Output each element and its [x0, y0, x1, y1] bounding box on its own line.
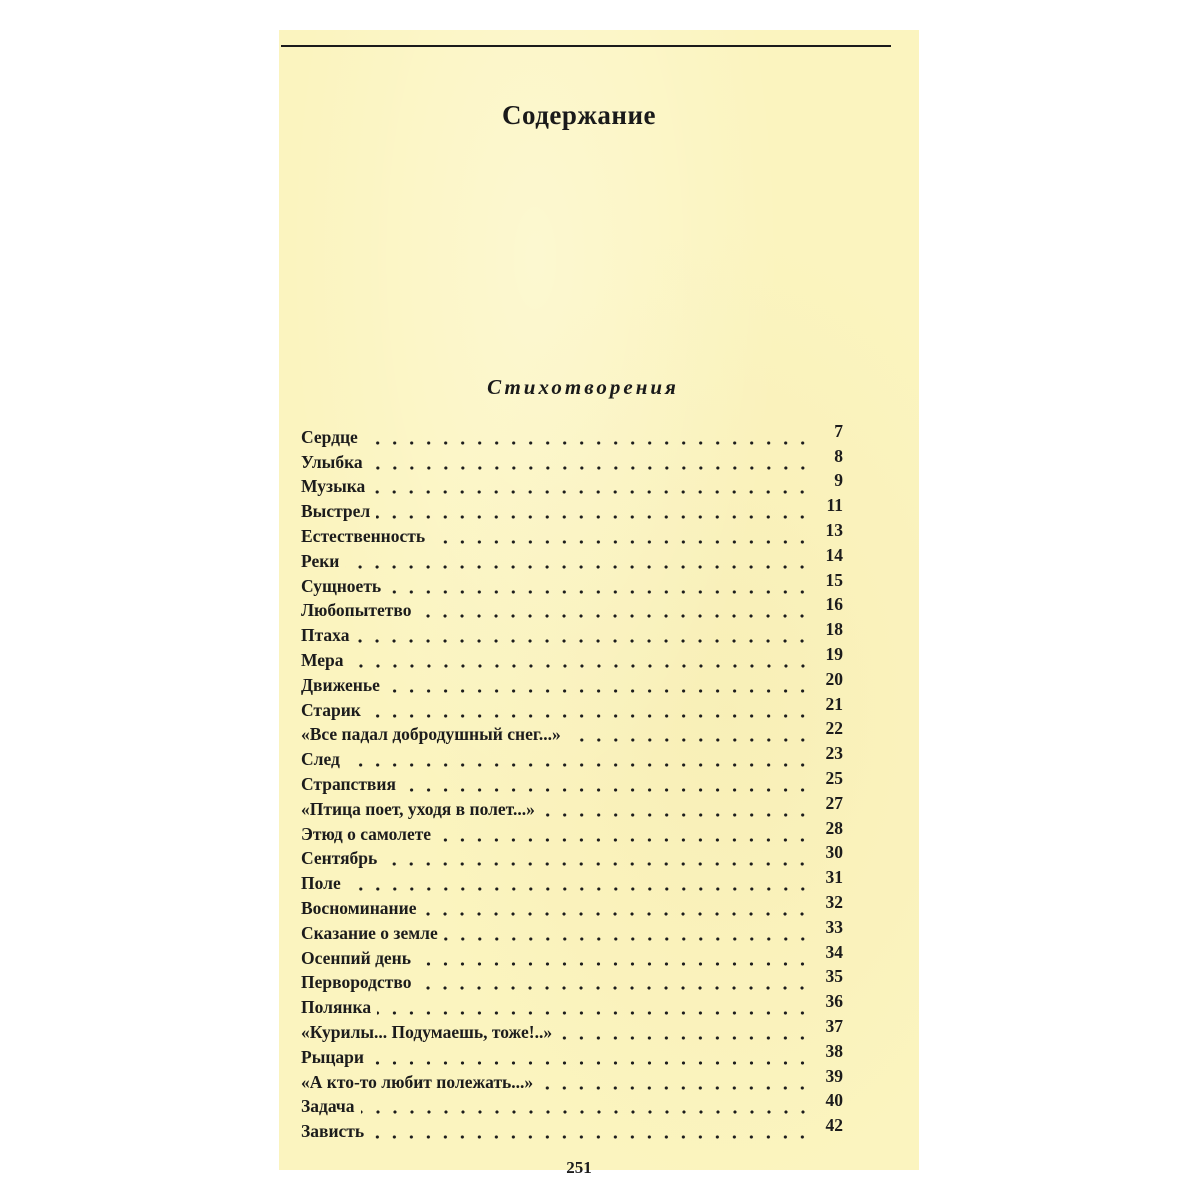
section-title: Стихотворения [487, 375, 679, 399]
toc-entry [301, 643, 843, 671]
toc-entry-page: 36 [825, 991, 843, 1012]
toc-entry-title: Естественность [301, 525, 426, 546]
toc-entry-page: 23 [825, 743, 843, 764]
toc-entry-title: Восноминание [301, 897, 417, 918]
toc-entry-title: След [301, 749, 340, 770]
toc-leader-dots [417, 973, 811, 991]
toc-entry-page: 37 [825, 1015, 843, 1036]
toc-leader-dots [369, 453, 811, 471]
toc-entry-page: 7 [834, 420, 843, 441]
toc-entry-title: «А кто-то любит полежать...» [301, 1071, 534, 1092]
toc-entry-page: 16 [825, 594, 843, 615]
toc-entry-page: 20 [825, 668, 843, 689]
toc-leader-dots [387, 577, 811, 595]
toc-leader-dots [431, 527, 811, 545]
toc-leader-dots [345, 552, 811, 570]
toc-entry [301, 497, 843, 522]
toc-entry [301, 1090, 843, 1118]
toc-leader-dots [541, 800, 811, 818]
toc-entry [301, 420, 843, 448]
toc-entry [301, 1065, 843, 1093]
toc-entry-page: 35 [825, 966, 843, 987]
toc-entry [301, 817, 843, 845]
toc-leader-dots [346, 750, 811, 768]
toc-entry-page: 34 [825, 941, 843, 962]
toc-leader-dots [347, 874, 811, 892]
toc-entry-title: Страпствия [301, 773, 396, 794]
toc-entry-title: Реки [301, 550, 340, 571]
toc-entry-title: Первородство [301, 972, 412, 993]
toc-entry [301, 569, 843, 597]
toc-entry [301, 941, 843, 969]
toc-entry-title: «Птица поет, уходя в полет...» [301, 798, 535, 819]
top-rule [281, 45, 891, 47]
toc-entry [301, 445, 843, 473]
toc-entry-title: Сущноеть [301, 575, 382, 596]
toc-leader-dots [567, 725, 811, 743]
toc-entry [301, 668, 843, 696]
toc-leader-dots [364, 428, 811, 446]
toc-entry [301, 519, 843, 547]
toc-entry-title: Полянка [301, 997, 372, 1018]
toc-leader-dots [371, 477, 811, 495]
toc-entry-title: Рыцари [301, 1046, 365, 1067]
table-of-contents [301, 420, 843, 1142]
toc-leader-dots [355, 626, 811, 644]
toc-entry-title: Музыка [301, 476, 366, 497]
toc-entry-title: Этюд о самолете [301, 823, 432, 844]
toc-entry-title: Мера [301, 649, 344, 670]
toc-entry-page: 14 [825, 544, 843, 565]
toc-entry [301, 745, 843, 770]
toc-entry-title: Поле [301, 873, 341, 894]
toc-entry [301, 966, 843, 994]
toc-entry-title: Задача [301, 1096, 355, 1117]
toc-entry-title: «Все падал добродушный снег...» [301, 724, 561, 745]
toc-entry-page: 31 [825, 867, 843, 888]
toc-entry-page: 32 [825, 891, 843, 912]
toc-entry [301, 1117, 843, 1142]
toc-leader-dots [402, 775, 811, 793]
toc-leader-dots [558, 1023, 811, 1041]
toc-leader-dots [361, 1097, 811, 1115]
toc-leader-dots [417, 601, 811, 619]
toc-entry-page: 42 [825, 1115, 843, 1136]
toc-leader-dots [377, 998, 811, 1016]
toc-entry-page: 38 [825, 1040, 843, 1061]
toc-entry-page: 22 [825, 718, 843, 739]
toc-entry [301, 544, 843, 572]
book-page [279, 30, 919, 1177]
toc-entry [301, 1040, 843, 1068]
page-title: Содержание [501, 100, 657, 130]
toc-entry [301, 470, 843, 498]
toc-entry [301, 594, 843, 622]
toc-leader-dots [367, 701, 811, 719]
toc-entry-page: 9 [834, 470, 843, 491]
toc-entry-title: Сентябрь [301, 848, 378, 869]
toc-entry-page: 15 [825, 569, 843, 590]
toc-entry-page: 39 [825, 1065, 843, 1086]
toc-entry-page: 8 [834, 445, 843, 466]
toc-entry-title: «Курилы... Подумаешь, тоже!..» [301, 1021, 553, 1042]
toc-leader-dots [417, 949, 811, 967]
toc-leader-dots [370, 1048, 811, 1066]
toc-entry-page: 18 [825, 619, 843, 640]
toc-leader-dots [444, 924, 811, 942]
toc-leader-dots [422, 899, 811, 917]
toc-entry-title: Осенпий день [301, 947, 412, 968]
toc-leader-dots [437, 825, 811, 843]
toc-entry-title: Любопытетво [301, 600, 412, 621]
toc-leader-dots [539, 1073, 811, 1091]
toc-leader-dots [376, 502, 811, 520]
toc-entry [301, 842, 843, 870]
toc-entry [301, 869, 843, 894]
toc-entry [301, 891, 843, 919]
toc-entry [301, 767, 843, 795]
toc-entry-title: Птаха [301, 625, 350, 646]
toc-entry-page: 27 [825, 792, 843, 813]
toc-entry-title: Зависть [301, 1121, 365, 1142]
toc-entry [301, 718, 843, 746]
toc-leader-dots [386, 676, 811, 694]
toc-entry-title: Выстрел [301, 501, 371, 522]
toc-entry-page: 40 [825, 1090, 843, 1111]
toc-entry-title: Сердце [301, 426, 358, 447]
toc-entry-page: 30 [825, 842, 843, 863]
toc-entry [301, 792, 843, 820]
toc-leader-dots [350, 651, 811, 669]
toc-entry-page: 25 [825, 767, 843, 788]
toc-entry-title: Старик [301, 699, 361, 720]
toc-entry-page: 19 [825, 643, 843, 664]
toc-leader-dots [370, 1122, 811, 1140]
toc-entry [301, 916, 843, 944]
toc-entry [301, 621, 843, 646]
toc-entry-title: Сказание о земле [301, 922, 438, 943]
toc-entry-title: Движенье [301, 674, 380, 695]
toc-entry [301, 1015, 843, 1043]
toc-entry-page: 21 [825, 693, 843, 714]
toc-entry [301, 693, 843, 721]
page-number: 251 [566, 1158, 592, 1177]
toc-entry-title: Улыбка [301, 451, 363, 472]
toc-entry [301, 993, 843, 1018]
toc-entry-page: 28 [825, 817, 843, 838]
toc-entry-page: 13 [825, 519, 843, 540]
toc-leader-dots [383, 849, 811, 867]
toc-entry-page: 11 [826, 495, 843, 516]
toc-entry-page: 33 [825, 916, 843, 937]
